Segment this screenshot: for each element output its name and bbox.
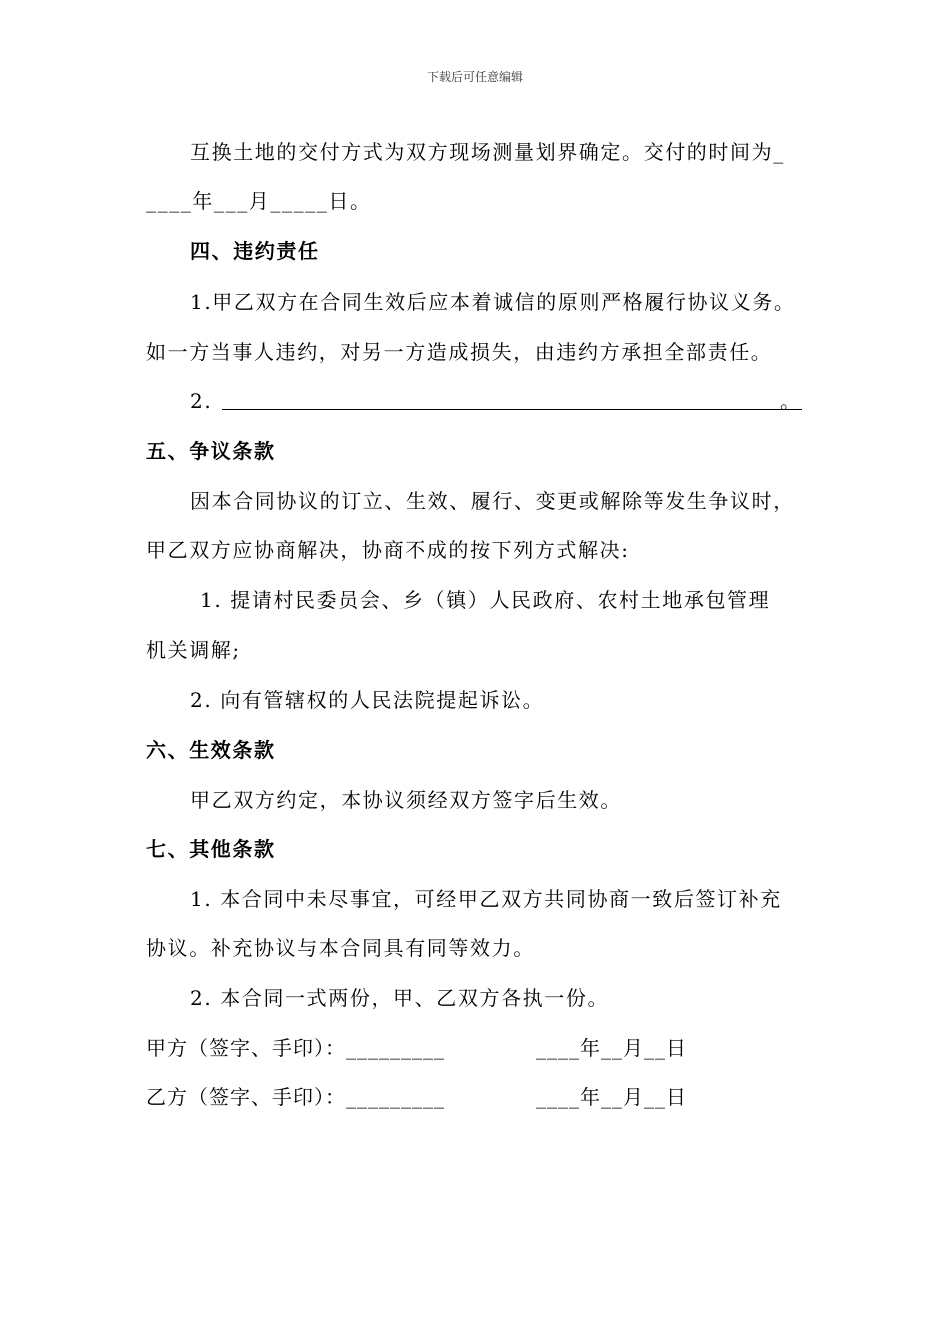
paragraph-breach-2-number: 2.	[190, 389, 213, 413]
paragraph-breach-1-line2: 如一方当事人违约，对另一方造成损失，由违约方承担全部责任。	[146, 340, 773, 364]
section-heading-effect: 六、生效条款	[146, 738, 276, 762]
paragraph-dispute-option2: 2. 向有管辖权的人民法院提起诉讼。	[190, 688, 545, 712]
page-header: 下载后可任意编辑	[426, 70, 523, 84]
section-heading-other: 七、其他条款	[146, 837, 276, 861]
paragraph-dispute-line2: 甲乙双方应协商解决，协商不成的按下列方式解决:	[146, 538, 630, 562]
section-heading-breach: 四、违约责任	[190, 239, 320, 263]
signature-date-party-b: ____年__月__日	[536, 1085, 687, 1109]
paragraph-dispute-option1-line1: 1. 提请村民委员会、乡（镇）人民政府、农村土地承包管理	[200, 588, 771, 612]
paragraph-other-1-line2: 协议。补充协议与本合同具有同等效力。	[146, 936, 535, 960]
paragraph-other-1-line1: 1. 本合同中未尽事宜，可经甲乙双方共同协商一致后签订补充	[190, 887, 782, 911]
paragraph-breach-1-line1: 1.甲乙双方在合同生效后应本着诚信的原则严格履行协议义务。	[190, 290, 796, 314]
paragraph-delivery-line2: ____年___月_____日。	[146, 189, 372, 213]
section-heading-dispute: 五、争议条款	[146, 439, 276, 463]
blank-underline	[222, 409, 802, 410]
signature-date-party-a: ____年__月__日	[536, 1036, 687, 1060]
signature-party-a: 甲方（签字、手印）：_________	[146, 1036, 445, 1060]
paragraph-other-2: 2. 本合同一式两份，甲、乙双方各执一份。	[190, 986, 610, 1010]
paragraph-dispute-option1-line2: 机关调解;	[146, 638, 241, 662]
paragraph-dispute-line1: 因本合同协议的订立、生效、履行、变更或解除等发生争议时，	[190, 489, 795, 513]
signature-party-b: 乙方（签字、手印）：_________	[146, 1085, 445, 1109]
paragraph-breach-2-end: 。	[780, 389, 802, 413]
paragraph-delivery-line1: 互换土地的交付方式为双方现场测量划界确定。交付的时间为_	[190, 140, 785, 164]
paragraph-effect: 甲乙双方约定，本协议须经双方签字后生效。	[190, 788, 622, 812]
